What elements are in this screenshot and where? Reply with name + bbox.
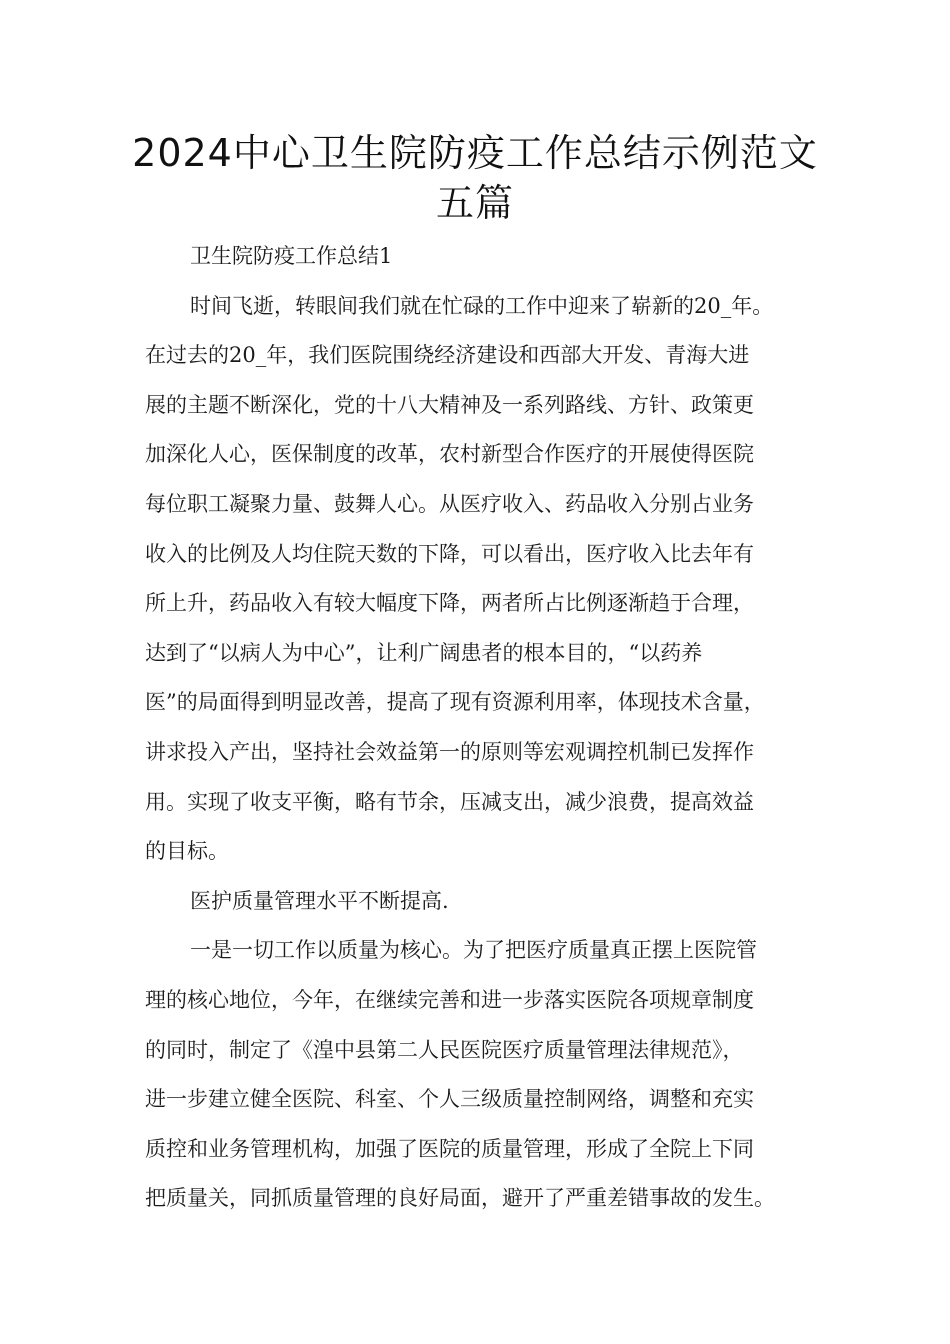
paragraph-line: 进一步建立健全医院、科室、个人三级质量控制网络，调整和充实 [145,1087,754,1112]
section-heading: 医护质量管理水平不断提高. [190,888,449,913]
paragraph-line: 用。实现了收支平衡，略有节余，压减支出，减少浪费，提高效益 [145,789,754,814]
paragraph-line: 理的核心地位，今年，在继续完善和进一步落实医院各项规章制度 [145,987,754,1012]
paragraph-line: 在过去的20_年，我们医院围绕经济建设和西部大开发、青海大进 [145,343,750,368]
paragraph-line: 质控和业务管理机构，加强了医院的质量管理，形成了全院上下同 [145,1136,754,1161]
document-title [120,128,830,228]
paragraph-line: 加深化人心，医保制度的改革，农村新型合作医疗的开展使得医院 [145,442,754,467]
paragraph-line: 展的主题不断深化，党的十八大精神及一系列路线、方针、政策更 [145,392,754,417]
paragraph-line: 的同时，制定了《湟中县第二人民医院医疗质量管理法律规范》， [145,1037,744,1062]
paragraph-line: 的目标。 [145,839,229,864]
paragraph-line: 讲求投入产出，坚持社会效益第一的原则等宏观调控机制已发挥作 [145,739,754,764]
paragraph-line: 医”的局面得到明显改善，提高了现有资源利用率，体现技术含量， [145,690,765,715]
paragraph-line: 一是一切工作以质量为核心。为了把医疗质量真正摆上医院管 [190,938,757,963]
paragraph-line: 把质量关，同抓质量管理的良好局面，避开了严重差错事故的发生。 [145,1186,775,1211]
paragraph-line: 每位职工凝聚力量、鼓舞人心。从医疗收入、药品收入分别占业务 [145,491,754,516]
paragraph-line: 收入的比例及人均住院天数的下降，可以看出，医疗收入比去年有 [145,541,754,566]
title-line: 五篇 [435,181,514,225]
paragraph-line: 达到了“以病人为中心”，让利广阔患者的根本目的，“以药养 [145,640,703,665]
section-heading: 卫生院防疫工作总结1 [190,244,393,268]
title-line: 2024中心卫生院防疫工作总结示例范文 [132,131,818,175]
paragraph-line: 时间飞逝，转眼间我们就在忙碌的工作中迎来了崭新的20_年。 [190,293,774,318]
paragraph-line: 所上升，药品收入有较大幅度下降，两者所占比例逐渐趋于合理， [145,591,754,616]
document-body [145,232,835,1224]
